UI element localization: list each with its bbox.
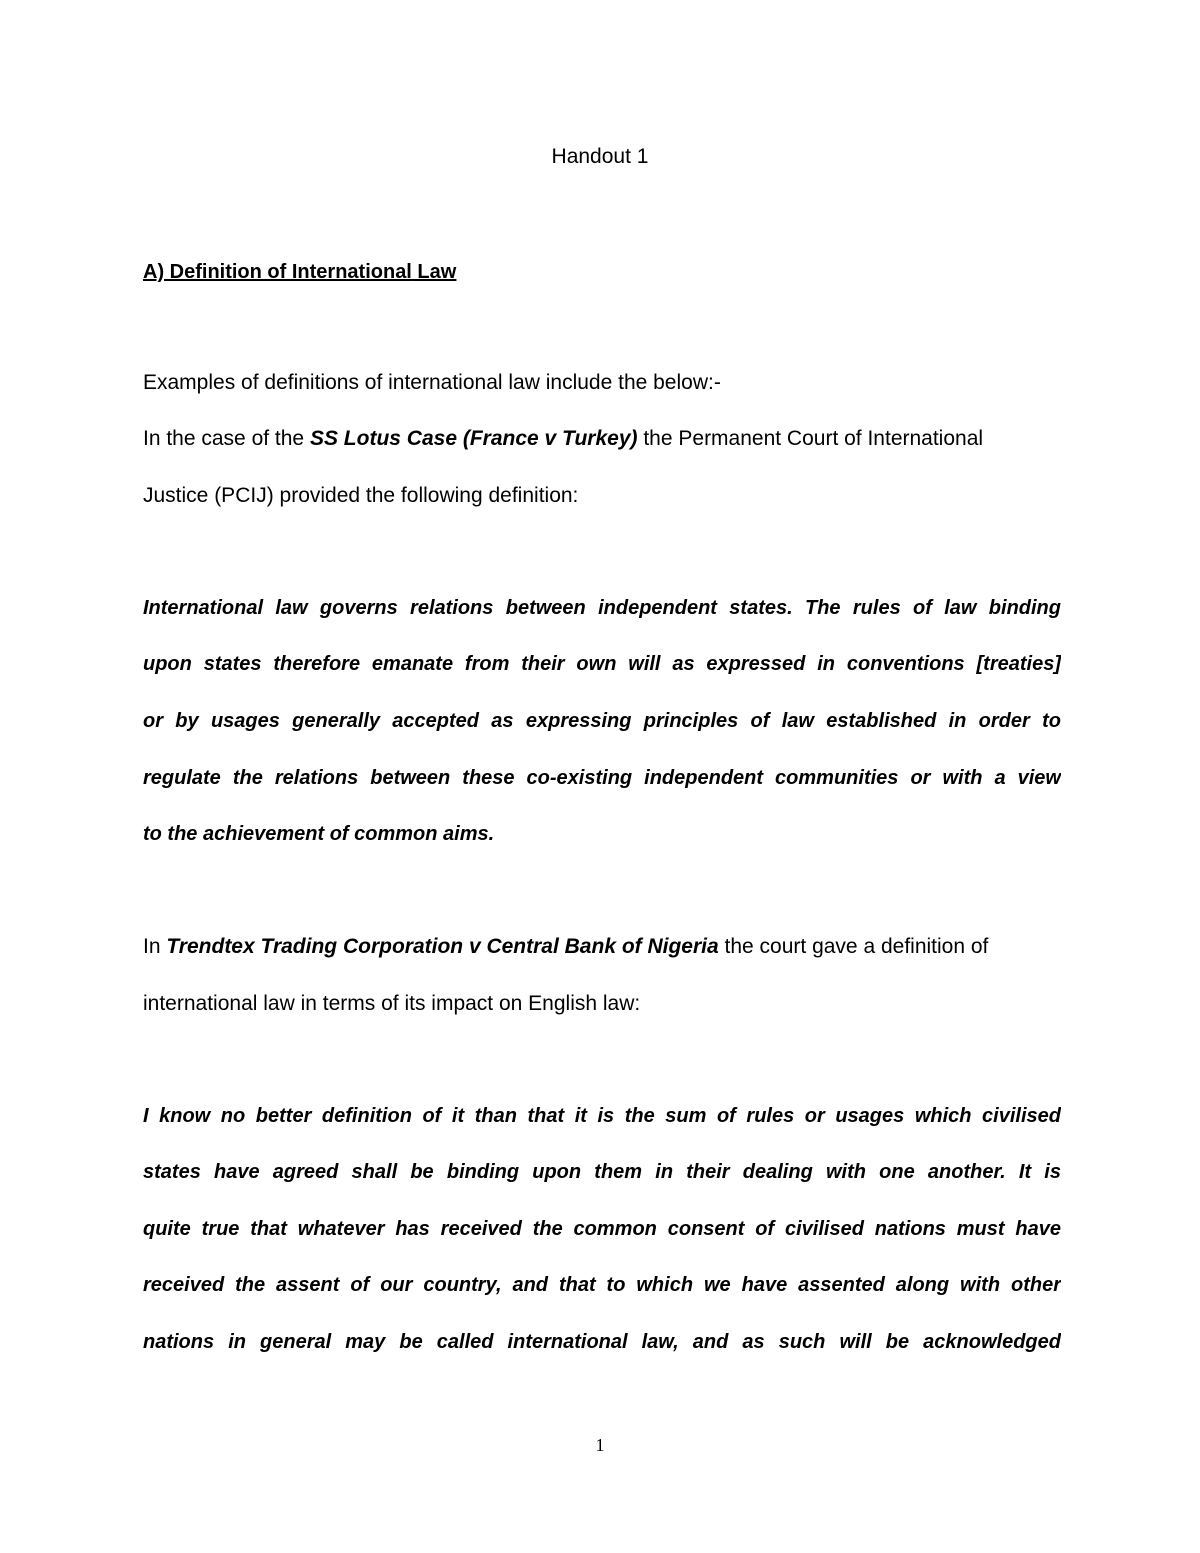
quote1-line: to the achievement of common aims. [143, 823, 495, 845]
section-heading-rest: Law [411, 261, 457, 283]
quote2-line: states have agreed shall be binding upon them in their dealing with one another. It is [143, 1161, 1061, 1183]
trendtex-case-name: Trendtex Trading Corporation v Central Bank of Nigeria [166, 935, 719, 958]
quote2-line: nations in general may be called international law, and as such will be acknowledged [143, 1331, 1061, 1353]
trendtex-pre: In [143, 935, 167, 958]
lotus-post: the Permanent Court of International [637, 427, 984, 450]
page-number: 1 [595, 1435, 605, 1455]
document-title: Handout 1 [551, 145, 649, 168]
intro-paragraph: Examples of definitions of international law include the below:- [143, 371, 721, 394]
trendtex-post: the court gave a definition of [718, 935, 989, 958]
quote1-line: upon states therefore emanate from their own will as expressed in conventions [treaties] [143, 653, 1061, 675]
section-heading [143, 258, 456, 286]
quote1-line: or by usages generally accepted as expressing principles of law established in order to [143, 710, 1061, 732]
quote2-line: I know no better definition of it than that it is the sum of rules or usages which civilised [143, 1105, 1061, 1127]
lotus-paragraph-line-2: Justice (PCIJ) provided the following definition: [143, 484, 579, 507]
lotus-paragraph-line-1 [143, 425, 983, 453]
lotus-case-name: SS Lotus Case (France v Turkey) [309, 427, 638, 450]
quote1-line: regulate the relations between these co-existing independent communities or with a view [143, 767, 1061, 789]
quote2-line: quite true that whatever has received the common consent of civilised nations must have [143, 1218, 1061, 1240]
trendtex-paragraph-line-2: international law in terms of its impact on English law: [143, 992, 641, 1015]
quote1-line: International law governs relations between independent states. The rules of law binding [143, 597, 1061, 619]
quote2-line: received the assent of our country, and that to which we have assented along with other [143, 1274, 1061, 1296]
trendtex-paragraph-line-1 [143, 933, 988, 961]
section-heading-underlined: A) Definition of International [143, 261, 412, 283]
lotus-pre: In the case of the [143, 427, 310, 450]
